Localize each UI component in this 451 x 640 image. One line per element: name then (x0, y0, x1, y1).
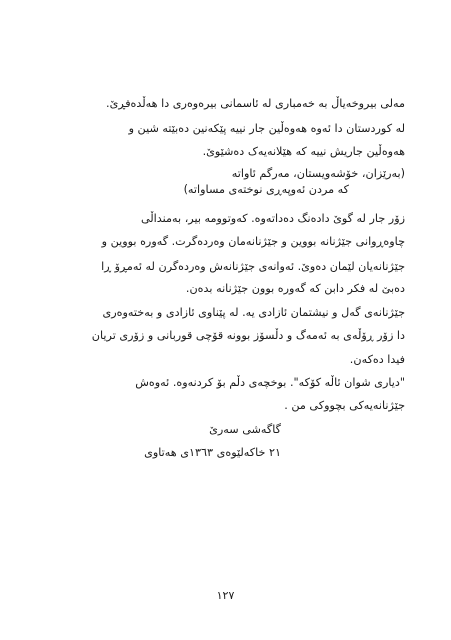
paragraph1-line-3: هەوەڵین جاریش نییە کە هێلانەیەک دەشێوێ. (202, 145, 405, 158)
paragraph2-line-3: جێژنانەیان لێمان دەوێ. ئەوانەی جێژنانەش وەردەگرن لە ئەمڕۆ ڕا (101, 260, 405, 273)
paragraph1-line-5: کە مردن ئەوپەڕی نوختەی مساواتە) (183, 183, 349, 196)
paragraph1-line-1: مەلی بیروخەیاڵ بە خەمباری لە ئاسمانی بیرەوەری دا هەڵدەفڕێ. (106, 97, 405, 110)
paragraph2-line-1: زۆر جار لە گوێ دادەنگ دەداتەوە. کەوتوومە بیر، بەمنداڵی (140, 212, 405, 225)
page-number: ١٢٧ (216, 589, 235, 602)
paragraph1-line-4: (بەرێزان، خۆشەویستان، مەرگم ئاواتە (231, 167, 405, 180)
paragraph2-line-4: دەبێ لە فکر دابن کە گەورە بوون جێژنانە بدەن. (185, 282, 405, 295)
signature-name: گاگەشی سەرێ (209, 423, 281, 436)
paragraph2-line-2: چاوەڕوانی جێژنانە بووین و جێژنانەمان وەردەگرت. گەورە بووین و (101, 235, 405, 248)
paragraph2-line-6: دا زۆر ڕۆڵەی بە ئەمەگ و دڵسۆز بوونە قۆچی قوربانی و زۆری تریان (91, 329, 405, 342)
signature-date: ٢١ خاکەلێوەی ١٣٦٣ی هەتاوی (144, 446, 281, 459)
paragraph2-line-9: جێژنانەیەکی بچووکی من . (284, 399, 405, 412)
paragraph2-line-5: جێژنانەی گەل و نیشتمان ئازادی یە. لە پێناوی ئازادی و بەختەوەری (102, 306, 405, 319)
paragraph2-line-8: "دیاری شوان ئاڵە کۆکە". بوخچەی دڵم بۆ کردنەوە. ئەوەش (135, 376, 405, 389)
paragraph2-line-7: فیدا دەکەن. (349, 353, 405, 366)
paragraph1-line-2: لە کوردستان دا ئەوە هەوەڵین جار نییە پێکەنین دەبێتە شین و (128, 122, 405, 135)
